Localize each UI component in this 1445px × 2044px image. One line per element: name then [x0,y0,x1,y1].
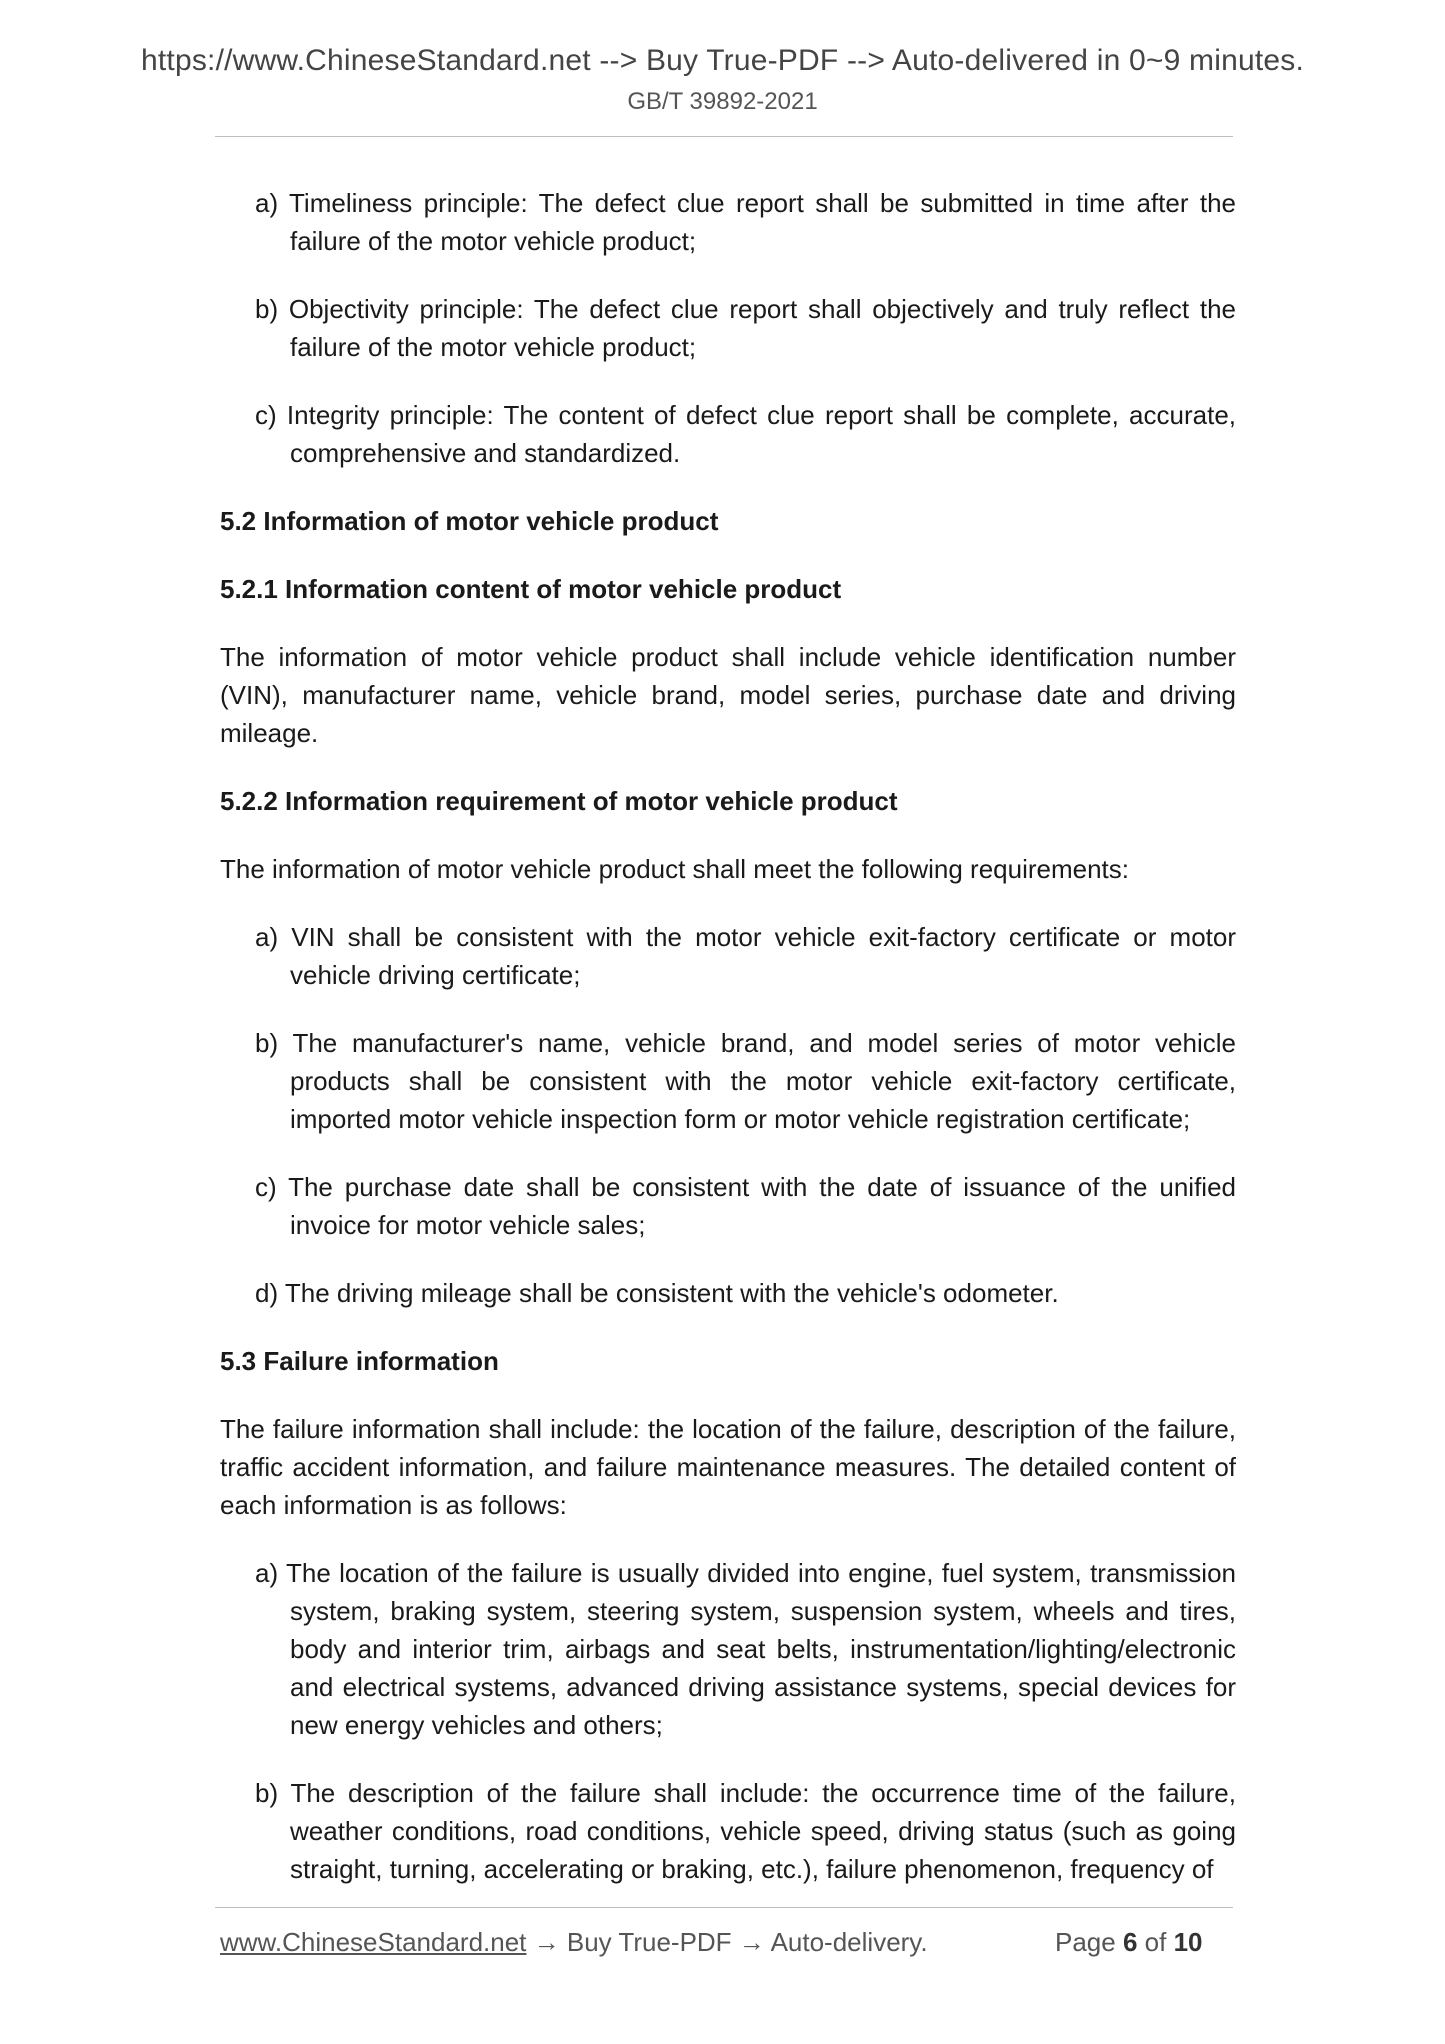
section-heading-5-2-2: 5.2.2 Information requirement of motor vehicle product [220,786,898,816]
failure-item: b) The description of the failure shall include: the occurrence time of the failure, weather conditions, road conditions, vehicle speed, driving status (such as going straight, turning, accelerating or braking, etc.), failure phenomenon, frequency of [255,1778,1236,1884]
paragraph-5-3: The failure information shall include: the location of the failure, description of the failure, traffic accident information, and failure maintenance measures. The detailed content of each information is as follows: [220,1414,1236,1520]
footer-tagline: → Buy True-PDF → Auto-delivery. [526,1927,928,1957]
page-label: Page [1055,1927,1116,1957]
principle-item: b) Objectivity principle: The defect clue report shall objectively and truly reflect the failure of the motor vehicle product; [255,294,1236,362]
requirement-item: a) VIN shall be consistent with the motor vehicle exit-factory certificate or motor vehicle driving certificate; [255,922,1236,990]
standard-id: GB/T 39892-2021 [627,88,818,115]
page-of-label: of [1144,1927,1167,1957]
page-current: 6 [1122,1927,1138,1957]
requirement-item: c) The purchase date shall be consistent with the date of issuance of the unified invoice for motor vehicle sales; [255,1172,1236,1240]
paragraph-5-2-2-intro: The information of motor vehicle product shall meet the following requirements: [220,854,1129,884]
footer-left [220,1927,928,1958]
principle-item: c) Integrity principle: The content of defect clue report shall be complete, accurate, comprehensive and standardized. [255,400,1236,468]
footer-divider [215,1907,1233,1908]
footer-site-link[interactable]: www.ChineseStandard.net [220,1927,527,1957]
section-heading-5-2-1: 5.2.1 Information content of motor vehicle product [220,574,842,604]
requirement-item: d) The driving mileage shall be consistent with the vehicle's odometer. [255,1278,1059,1308]
section-heading-5-2: 5.2 Information of motor vehicle product [220,506,719,536]
section-heading-5-3: 5.3 Failure information [220,1346,499,1376]
document-body [220,184,1236,1918]
page-indicator [1055,1927,1203,1958]
principle-item: a) Timeliness principle: The defect clue report shall be submitted in time after the failure of the motor vehicle product; [255,188,1236,256]
requirement-item: b) The manufacturer's name, vehicle brand, and model series of motor vehicle products shall be consistent with the motor vehicle exit-factory certificate, imported motor vehicle inspection form or motor vehicle registration certificate; [255,1028,1236,1134]
header-url-line: https://www.ChineseStandard.net --> Buy True-PDF --> Auto-delivered in 0~9 minutes. [141,44,1304,77]
paragraph-5-2-1: The information of motor vehicle product shall include vehicle identification number (VIN), manufacturer name, vehicle brand, model series, purchase date and driving mileage. [220,642,1236,748]
failure-item: a) The location of the failure is usually divided into engine, fuel system, transmission system, braking system, steering system, suspension system, wheels and tires, body and interior trim, airbags and seat belts, instrumentation/lighting/electronic and electrical systems, advanced driving assistance systems, special devices for new energy vehicles and others; [255,1558,1236,1740]
page-total: 10 [1173,1927,1203,1957]
header-divider [215,136,1233,137]
